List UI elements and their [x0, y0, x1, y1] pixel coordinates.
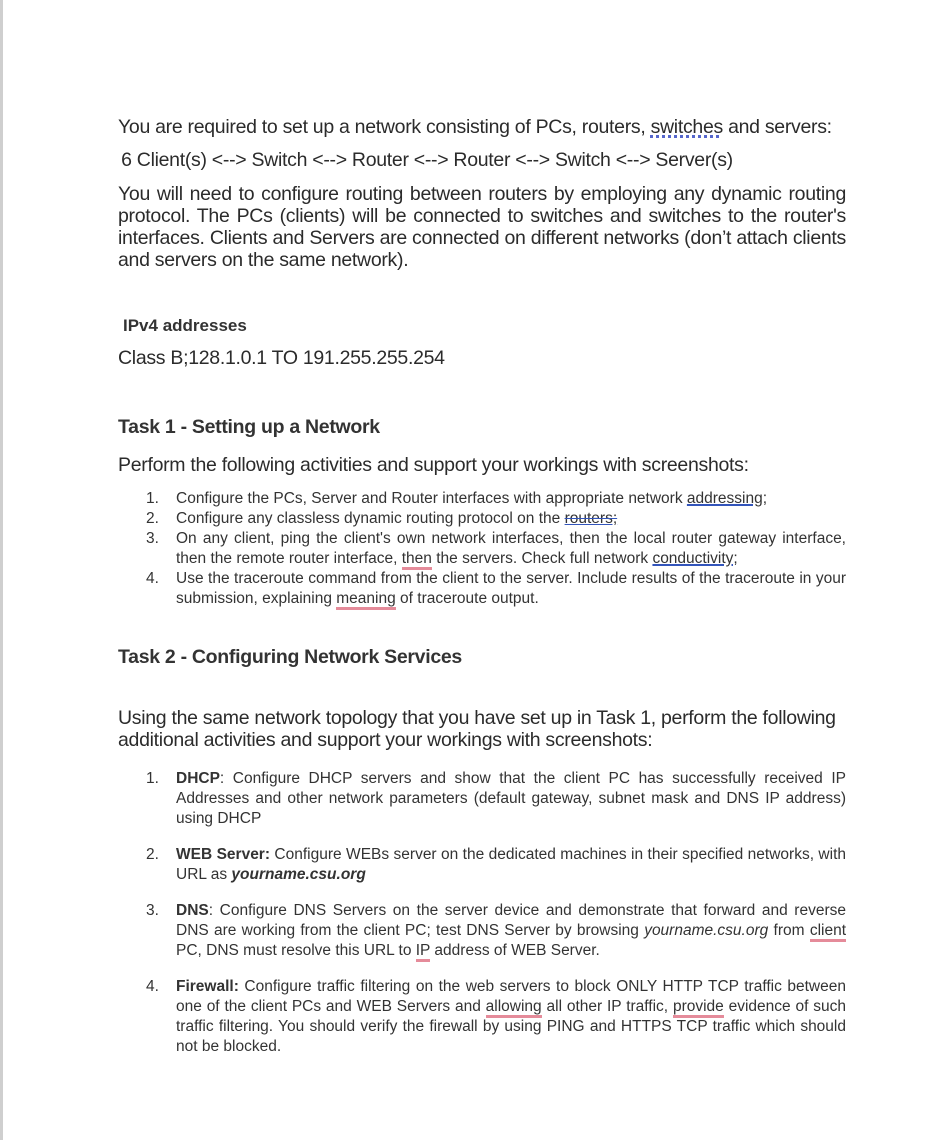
item-label: DNS	[176, 902, 209, 919]
ipv4-range: Class B;128.1.0.1 TO 191.255.255.254	[118, 347, 445, 369]
grammar-flagged-word[interactable]: switches	[650, 116, 723, 138]
ipv4-heading: IPv4 addresses	[123, 316, 247, 335]
task2-list	[118, 769, 846, 1057]
spelling-flagged-word[interactable]: client	[810, 922, 846, 942]
list-text: Use the traceroute command from the client to the server. Include results of the traceroute in your submission, explaining	[176, 570, 846, 607]
intro-text-end: and servers:	[722, 116, 832, 138]
list-text: Configure traffic filtering on the web servers to block ONLY HTTP TCP traffic between one of the client PCs and WEB Servers and	[176, 978, 846, 1015]
grammar-flagged-word[interactable]: routers;	[564, 510, 618, 527]
page-left-border	[0, 0, 3, 1140]
task1-intro: Perform the following activities and support your workings with screenshots:	[118, 454, 749, 476]
document-page	[118, 116, 846, 1073]
list-item	[118, 977, 846, 1057]
list-text: On any client, ping the client's own network interfaces, then the local router gateway interface, then the remote router interface,	[176, 530, 846, 567]
list-text: Configure WEBs server on the dedicated machines in their specified networks, with URL as	[176, 846, 846, 883]
list-item	[118, 901, 846, 961]
item-label: WEB Server:	[176, 846, 271, 863]
spelling-flagged-word[interactable]: IP	[416, 942, 430, 962]
task2-intro: Using the same network topology that you have set up in Task 1, perform the following additional activities and support your workings with screenshots:	[118, 707, 836, 751]
topology-line: 6 Client(s) <--> Switch <--> Router <--> Router <--> Switch <--> Server(s)	[121, 149, 733, 171]
spelling-flagged-word[interactable]: provide	[673, 998, 724, 1018]
item-label: DHCP	[176, 770, 220, 787]
grammar-flagged-word[interactable]: addressing;	[686, 490, 768, 507]
task1-heading: Task 1 - Setting up a Network	[118, 416, 380, 438]
task1-list	[118, 489, 846, 609]
list-number: 4.	[146, 570, 159, 587]
list-item	[118, 509, 846, 529]
intro-text: You are required to set up a network consisting of PCs, routers,	[118, 116, 651, 138]
item-label: Firewall:	[176, 978, 239, 995]
spelling-flagged-word[interactable]: then	[402, 550, 432, 570]
url-text: yourname.csu.org	[644, 922, 769, 939]
list-text: address of WEB Server.	[430, 942, 600, 959]
list-text: all other IP traffic,	[541, 998, 673, 1015]
list-text: Configure the PCs, Server and Router interfaces with appropriate network	[176, 490, 687, 507]
list-number: 2.	[146, 846, 159, 863]
list-item	[118, 529, 846, 569]
list-text: of traceroute output.	[395, 590, 539, 607]
list-number: 3.	[146, 902, 159, 919]
list-text: from	[768, 922, 810, 939]
list-text: PC, DNS must resolve this URL to	[176, 942, 416, 959]
list-number: 4.	[146, 978, 159, 995]
list-item	[118, 569, 846, 609]
list-number: 3.	[146, 530, 159, 547]
intro-paragraph: You will need to configure routing between routers by employing any dynamic routing protocol. The PCs (clients) will be connected to switches and switches to the router's interfaces. Clients and Servers are connected on different networks (don’t attach clients and servers on the same network).	[118, 183, 846, 271]
list-number: 1.	[146, 490, 159, 507]
list-number: 2.	[146, 510, 159, 527]
list-item	[118, 845, 846, 885]
task2-heading: Task 2 - Configuring Network Services	[118, 646, 462, 668]
list-number: 1.	[146, 770, 159, 787]
list-item	[118, 489, 846, 509]
grammar-flagged-word[interactable]: conductivity;	[652, 550, 738, 567]
url-text: yourname.csu.org	[231, 866, 366, 883]
list-text: : Configure DNS Servers on the server device and demonstrate that forward and reverse DNS are working from the client PC; test DNS Server by browsing	[176, 902, 846, 939]
list-text: the servers. Check full network	[431, 550, 653, 567]
list-text: evidence of such traffic filtering. You should verify the firewall by using PING and HTTPS TCP traffic which should not be blocked.	[176, 998, 846, 1055]
list-item	[118, 769, 846, 829]
intro-line	[118, 116, 846, 138]
list-text: : Configure DHCP servers and show that the client PC has successfully received IP Addresses and other network parameters (default gateway, subnet mask and DNS IP address) using DHCP	[176, 770, 846, 827]
list-text: Configure any classless dynamic routing protocol on the	[176, 510, 565, 527]
spelling-flagged-word[interactable]: meaning	[336, 590, 395, 610]
spelling-flagged-word[interactable]: allowing	[486, 998, 542, 1018]
